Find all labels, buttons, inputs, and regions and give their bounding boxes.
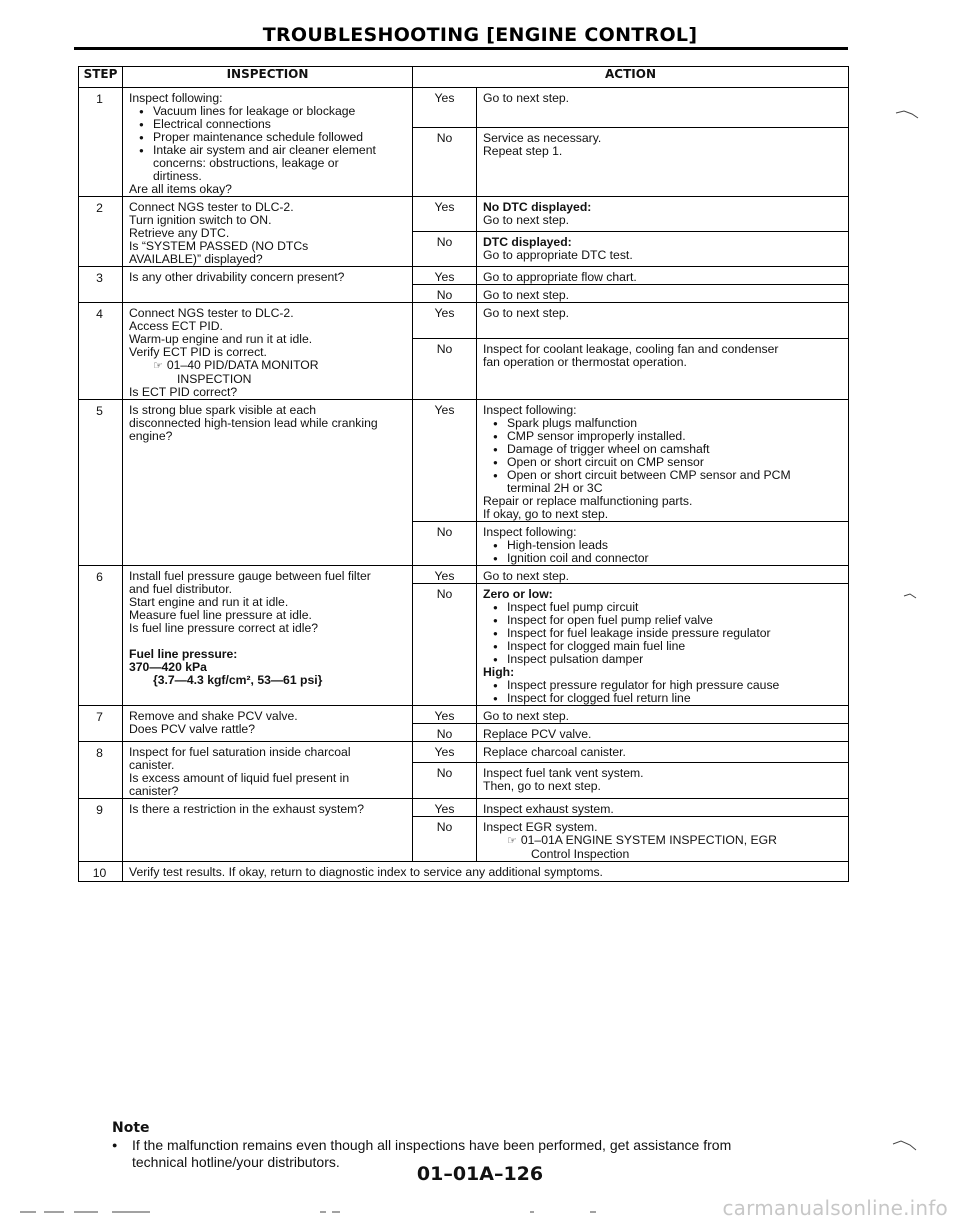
header-action: ACTION	[413, 67, 849, 88]
table-row	[79, 566, 849, 584]
inspection-text: and fuel distributor.	[129, 582, 232, 596]
action-text: Go to appropriate flow chart.	[483, 270, 637, 284]
note-line-2: technical hotline/your distributors.	[132, 1154, 340, 1170]
inspection-bold-text: Fuel line pressure:	[129, 647, 238, 661]
action-continuation: terminal 2H or 3C	[507, 481, 603, 495]
action-bullet-item: ● Spark plugs malfunction	[483, 417, 842, 430]
answer-cell: Yes	[413, 706, 477, 724]
action-text: Go to next step.	[483, 288, 570, 302]
action-reference-text: Control Inspection	[531, 847, 630, 861]
note-title: Note	[112, 1120, 150, 1136]
inspection-text: Measure fuel line pressure at idle.	[129, 608, 312, 622]
table-row	[79, 88, 849, 128]
inspection-cell	[123, 706, 413, 742]
action-text: Inspect for coolant leakage, cooling fan and condenser	[483, 341, 779, 356]
action-cell	[477, 128, 849, 197]
table-row	[79, 197, 849, 232]
action-text: Replace PCV valve.	[483, 727, 592, 741]
action-reference	[483, 848, 842, 861]
inspection-text: AVAILABLE)” displayed?	[129, 252, 263, 266]
inspection-continuation: concerns: obstructions, leakage or	[153, 156, 339, 170]
inspection-text: Is fuel line pressure correct at idle?	[129, 621, 318, 635]
action-bullet-item: ● Inspect for open fuel pump relief valve	[483, 614, 842, 627]
answer-cell: Yes	[413, 742, 477, 763]
inspection-text: Is excess amount of liquid fuel present in	[129, 771, 350, 785]
inspection-text: Retrieve any DTC.	[129, 226, 230, 240]
inspection-text: Remove and shake PCV valve.	[129, 709, 298, 723]
action-text: Go to next step.	[483, 569, 570, 583]
inspection-cell	[123, 88, 413, 197]
answer-cell: No	[413, 338, 477, 399]
action-reference-text: 01–01A ENGINE SYSTEM INSPECTION, EGR	[520, 833, 777, 847]
action-cell	[477, 706, 849, 724]
table-row	[79, 799, 849, 817]
answer-cell: Yes	[413, 303, 477, 339]
answer-cell: Yes	[413, 88, 477, 128]
answer-cell: No	[413, 817, 477, 862]
table-row	[79, 706, 849, 724]
action-cell	[477, 799, 849, 817]
inspection-bullet-item: ● Proper maintenance schedule followed	[129, 131, 406, 144]
action-bullet-item: ● Inspect pressure regulator for high pressure cause	[483, 679, 842, 692]
inspection-text: Inspect for fuel saturation inside charcoal	[129, 745, 351, 759]
answer-cell: No	[413, 128, 477, 197]
action-bullet-item: ● Open or short circuit between CMP sensor and PCM	[483, 469, 842, 482]
inspection-cell	[123, 799, 413, 862]
inspection-cell	[123, 566, 413, 706]
inspection-cell	[123, 197, 413, 267]
inspection-bullet-item: ● Electrical connections	[129, 118, 406, 131]
page-title: TROUBLESHOOTING [ENGINE CONTROL]	[262, 24, 698, 46]
action-cell	[477, 584, 849, 706]
inspection-text: Are all items okay?	[129, 182, 232, 196]
action-text: Go to next step.	[483, 213, 570, 227]
answer-cell: Yes	[413, 566, 477, 584]
action-cell	[477, 724, 849, 742]
answer-cell: Yes	[413, 197, 477, 232]
action-cell	[477, 566, 849, 584]
answer-cell: Yes	[413, 267, 477, 285]
action-text: Repair or replace malfunctioning parts.	[483, 494, 693, 508]
action-text: fan operation or thermostat operation.	[483, 354, 687, 369]
action-cell	[477, 267, 849, 285]
action-text: Go to next step.	[483, 709, 570, 723]
action-bullet-item: ● Ignition coil and connector	[483, 552, 842, 565]
action-bullet-item: ● Inspect for fuel leakage inside pressure regulator	[483, 627, 842, 640]
step-number: 3	[79, 267, 123, 303]
action-text: Inspect exhaust system.	[483, 802, 614, 816]
step-number: 1	[79, 88, 123, 197]
reference-pointer-icon: ☞	[507, 835, 517, 847]
table-row	[79, 742, 849, 763]
answer-cell: No	[413, 762, 477, 798]
action-cell	[477, 817, 849, 862]
inspection-text: Connect NGS tester to DLC-2.	[129, 200, 294, 214]
reference-pointer-icon: ☞	[153, 360, 163, 372]
action-cell	[477, 303, 849, 339]
title-divider	[74, 47, 848, 50]
inspection-bullet-item: ● Vacuum lines for leakage or blockage	[129, 105, 406, 118]
step-number: 5	[79, 400, 123, 566]
action-text: Then, go to next step.	[483, 778, 601, 793]
action-bullet-item: ● CMP sensor improperly installed.	[483, 430, 842, 443]
step-number: 2	[79, 197, 123, 267]
inspection-text: engine?	[129, 429, 173, 443]
inspection-reference	[129, 359, 406, 373]
table-row	[79, 400, 849, 522]
inspection-cell	[123, 267, 413, 303]
action-bullet-item: ● High-tension leads	[483, 539, 842, 552]
header-inspection: INSPECTION	[123, 67, 413, 88]
action-text: Inspect following:	[483, 525, 577, 539]
action-cell	[477, 232, 849, 267]
inspection-cell	[123, 742, 413, 799]
action-bullet-item: ● Inspect for clogged fuel return line	[483, 692, 842, 705]
action-text: Go to next step.	[483, 306, 570, 320]
step-number: 8	[79, 742, 123, 799]
header-step: STEP	[79, 67, 123, 88]
inspection-text: disconnected high-tension lead while cranking	[129, 416, 378, 430]
inspection-bold-text: 370—420 kPa	[129, 660, 207, 674]
watermark: carmanualsonline.info	[722, 1196, 948, 1220]
action-reference	[483, 834, 842, 848]
action-bold-text: High:	[483, 665, 515, 679]
table-row-final	[79, 862, 849, 882]
action-bold-text: No DTC displayed:	[483, 200, 592, 214]
action-cell	[477, 285, 849, 303]
inspection-text: Access ECT PID.	[129, 319, 223, 333]
inspection-cell	[123, 400, 413, 566]
inspection-text: Install fuel pressure gauge between fuel filter	[129, 569, 371, 583]
step-number: 10	[79, 862, 123, 882]
action-bullet-item: ● Open or short circuit on CMP sensor	[483, 456, 842, 469]
step-number: 7	[79, 706, 123, 742]
action-cell	[477, 522, 849, 566]
inspection-continuation: dirtiness.	[153, 169, 202, 183]
inspection-text: Warm-up engine and run it at idle.	[129, 332, 313, 346]
inspection-reference-text: 01–40 PID/DATA MONITOR	[166, 358, 319, 372]
inspection-text: Does PCV valve rattle?	[129, 722, 255, 736]
inspection-text: Is strong blue spark visible at each	[129, 403, 316, 417]
action-cell	[477, 400, 849, 522]
action-bold-text: Zero or low:	[483, 587, 553, 601]
action-cell	[477, 88, 849, 128]
inspection-text: canister?	[129, 784, 179, 798]
note-line-1: If the malfunction remains even though all inspections have been performed, get assistance from	[132, 1137, 732, 1153]
final-instruction: Verify test results. If okay, return to diagnostic index to service any additional symptoms.	[123, 862, 849, 882]
step-number: 4	[79, 303, 123, 400]
step-number: 6	[79, 566, 123, 706]
action-text: Inspect fuel tank vent system.	[483, 765, 644, 780]
step-number: 9	[79, 799, 123, 862]
inspection-bullet-item: ● Intake air system and air cleaner element	[129, 144, 406, 157]
inspection-text: Connect NGS tester to DLC-2.	[129, 306, 294, 320]
action-text: If okay, go to next step.	[483, 507, 609, 521]
action-text: Inspect EGR system.	[483, 820, 598, 834]
inspection-reference-text: INSPECTION	[177, 372, 252, 386]
action-text: Go to appropriate DTC test.	[483, 248, 633, 262]
action-bullet-item: ● Damage of trigger wheel on camshaft	[483, 443, 842, 456]
table-row	[79, 303, 849, 339]
troubleshooting-table	[78, 66, 849, 882]
inspection-text: Is there a restriction in the exhaust system?	[129, 802, 365, 816]
action-cell	[477, 197, 849, 232]
inspection-text: Verify ECT PID is correct.	[129, 345, 267, 359]
inspection-text: Is “SYSTEM PASSED (NO DTCs	[129, 239, 309, 253]
action-bullet-item: ● Inspect pulsation damper	[483, 653, 842, 666]
inspection-text: Is any other drivability concern present?	[129, 270, 345, 284]
answer-cell: No	[413, 522, 477, 566]
action-text: Service as necessary.	[483, 131, 602, 146]
inspection-text: Is ECT PID correct?	[129, 385, 238, 399]
action-cell	[477, 742, 849, 763]
inspection-text: Start engine and run it at idle.	[129, 595, 289, 609]
answer-cell: No	[413, 584, 477, 706]
action-cell	[477, 338, 849, 399]
table-header-row	[79, 67, 849, 88]
action-cell	[477, 762, 849, 798]
answer-cell: Yes	[413, 400, 477, 522]
inspection-text: canister.	[129, 758, 175, 772]
answer-cell: Yes	[413, 799, 477, 817]
action-text: Go to next step.	[483, 91, 570, 105]
action-bullet-item: ● Inspect fuel pump circuit	[483, 601, 842, 614]
action-text: Replace charcoal canister.	[483, 745, 626, 759]
answer-cell: No	[413, 724, 477, 742]
action-bold-text: DTC displayed:	[483, 235, 572, 249]
table-row	[79, 267, 849, 285]
page-number: 01–01A–126	[416, 1163, 544, 1185]
action-text: Inspect following:	[483, 403, 577, 417]
action-text: Repeat step 1.	[483, 144, 563, 159]
inspection-text: Inspect following:	[129, 91, 223, 105]
inspection-bold-text: {3.7—4.3 kgf/cm², 53—61 psi}	[153, 673, 323, 687]
table-body	[79, 88, 849, 882]
answer-cell: No	[413, 232, 477, 267]
answer-cell: No	[413, 285, 477, 303]
inspection-text: Turn ignition switch to ON.	[129, 213, 272, 227]
action-bullet-item: ● Inspect for clogged main fuel line	[483, 640, 842, 653]
inspection-cell	[123, 303, 413, 400]
